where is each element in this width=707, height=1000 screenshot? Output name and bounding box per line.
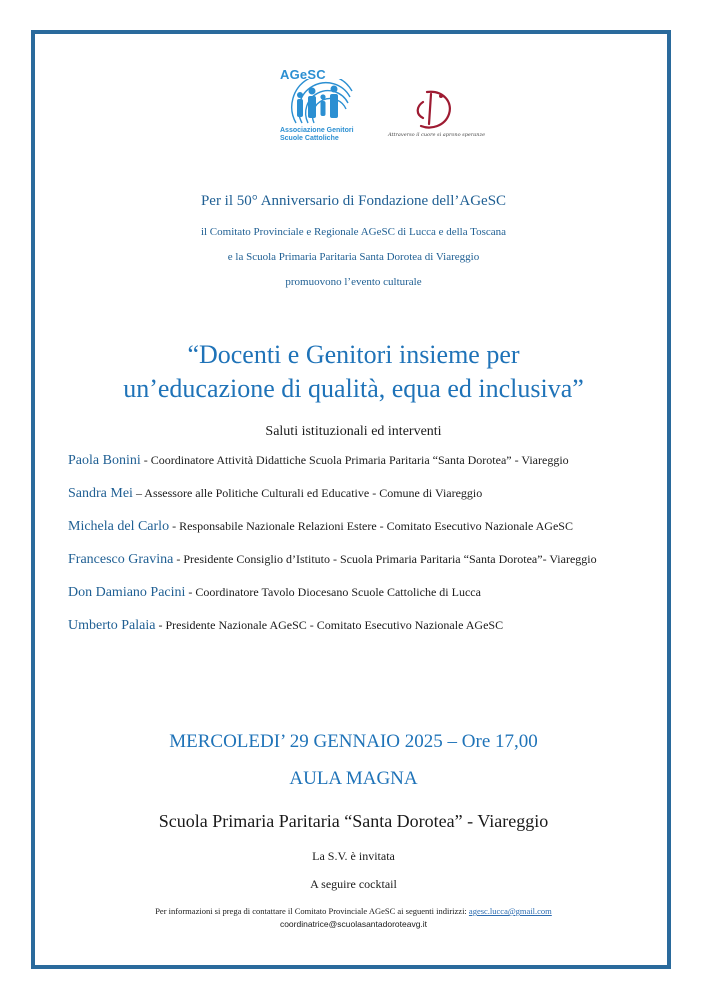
santa-dorotea-logo	[388, 88, 498, 148]
santa-dorotea-motto: Attraverso il cuore si aprono speranze	[388, 132, 486, 138]
event-title	[0, 338, 707, 406]
contact-email-school[interactable]: coordinatrice@scuolasantadoroteavg.it	[279, 919, 428, 929]
speaker-name: Sandra Mei	[68, 486, 133, 501]
speaker-name: Umberto Palaia	[68, 618, 156, 633]
speaker-list	[68, 452, 641, 650]
event-title-line-1: “Docenti e Genitori insieme per	[187, 340, 520, 369]
speaker-item	[68, 485, 641, 502]
speaker-role: - Coordinatore Tavolo Diocesano Scuole Cattoliche di Lucca	[185, 585, 481, 599]
event-school: Scuola Primaria Paritaria “Santa Dorotea” - Viareggio	[158, 811, 549, 831]
speaker-item	[68, 518, 641, 535]
speaker-role: - Presidente Nazionale AGeSC - Comitato Esecutivo Nazionale AGeSC	[155, 618, 504, 632]
agesc-logo-name: AGeSC	[280, 67, 326, 82]
santa-dorotea-monogram-icon	[403, 88, 463, 132]
speaker-role: - Presidente Consiglio d’Istituto - Scuola Primaria Paritaria “Santa Dorotea”- Viareggio	[173, 552, 597, 566]
contact-email-agesc-link[interactable]: agesc.lucca@gmail.com	[468, 906, 552, 916]
event-date: MERCOLEDI’ 29 GENNAIO 2025 – Ore 17,00	[169, 731, 538, 752]
speaker-name: Francesco Gravina	[68, 552, 174, 567]
event-title-line-2: un’educazione di qualità, equa ed inclusiva”	[123, 374, 584, 403]
speaker-item	[68, 584, 641, 601]
speaker-item	[68, 617, 641, 634]
cocktail-note: A seguire cocktail	[310, 877, 397, 891]
contact-info-text: Per informazioni si prega di contattare il Comitato Provinciale AGeSC ai seguenti indirizzi:	[155, 906, 469, 916]
event-venue: AULA MAGNA	[289, 768, 418, 789]
agesc-logo	[270, 65, 370, 145]
intro-line-3: promuovono l’evento culturale	[285, 276, 422, 288]
speaker-item	[68, 452, 641, 469]
speaker-role: - Responsabile Nazionale Relazioni Estere - Comitato Esecutivo Nazionale AGeSC	[169, 519, 573, 533]
speaker-role: - Coordinatore Attività Didattiche Scuola Primaria Paritaria “Santa Dorotea” - Viareggio	[140, 453, 569, 467]
speaker-item	[68, 551, 641, 568]
agesc-families-icon	[282, 79, 360, 127]
speaker-name: Don Damiano Pacini	[68, 585, 186, 600]
agesc-logo-subtitle-2: Scuole Cattoliche	[280, 135, 339, 142]
anniversary-title: Per il 50° Anniversario di Fondazione dell’AGeSC	[200, 193, 507, 209]
speaker-name: Paola Bonini	[68, 453, 141, 468]
agesc-logo-subtitle-1: Associazione Genitori	[280, 127, 354, 134]
intro-line-2: e la Scuola Primaria Paritaria Santa Dorotea di Viareggio	[227, 251, 480, 263]
greetings-heading: Saluti istituzionali ed interventi	[265, 424, 442, 439]
speaker-name: Michela del Carlo	[68, 519, 170, 534]
intro-line-1: il Comitato Provinciale e Regionale AGeSC di Lucca e della Toscana	[200, 226, 507, 238]
speaker-role: – Assessore alle Politiche Culturali ed Educative - Comune di Viareggio	[132, 486, 483, 500]
invitation-note: La S.V. è invitata	[312, 849, 395, 863]
contact-info	[0, 906, 707, 916]
